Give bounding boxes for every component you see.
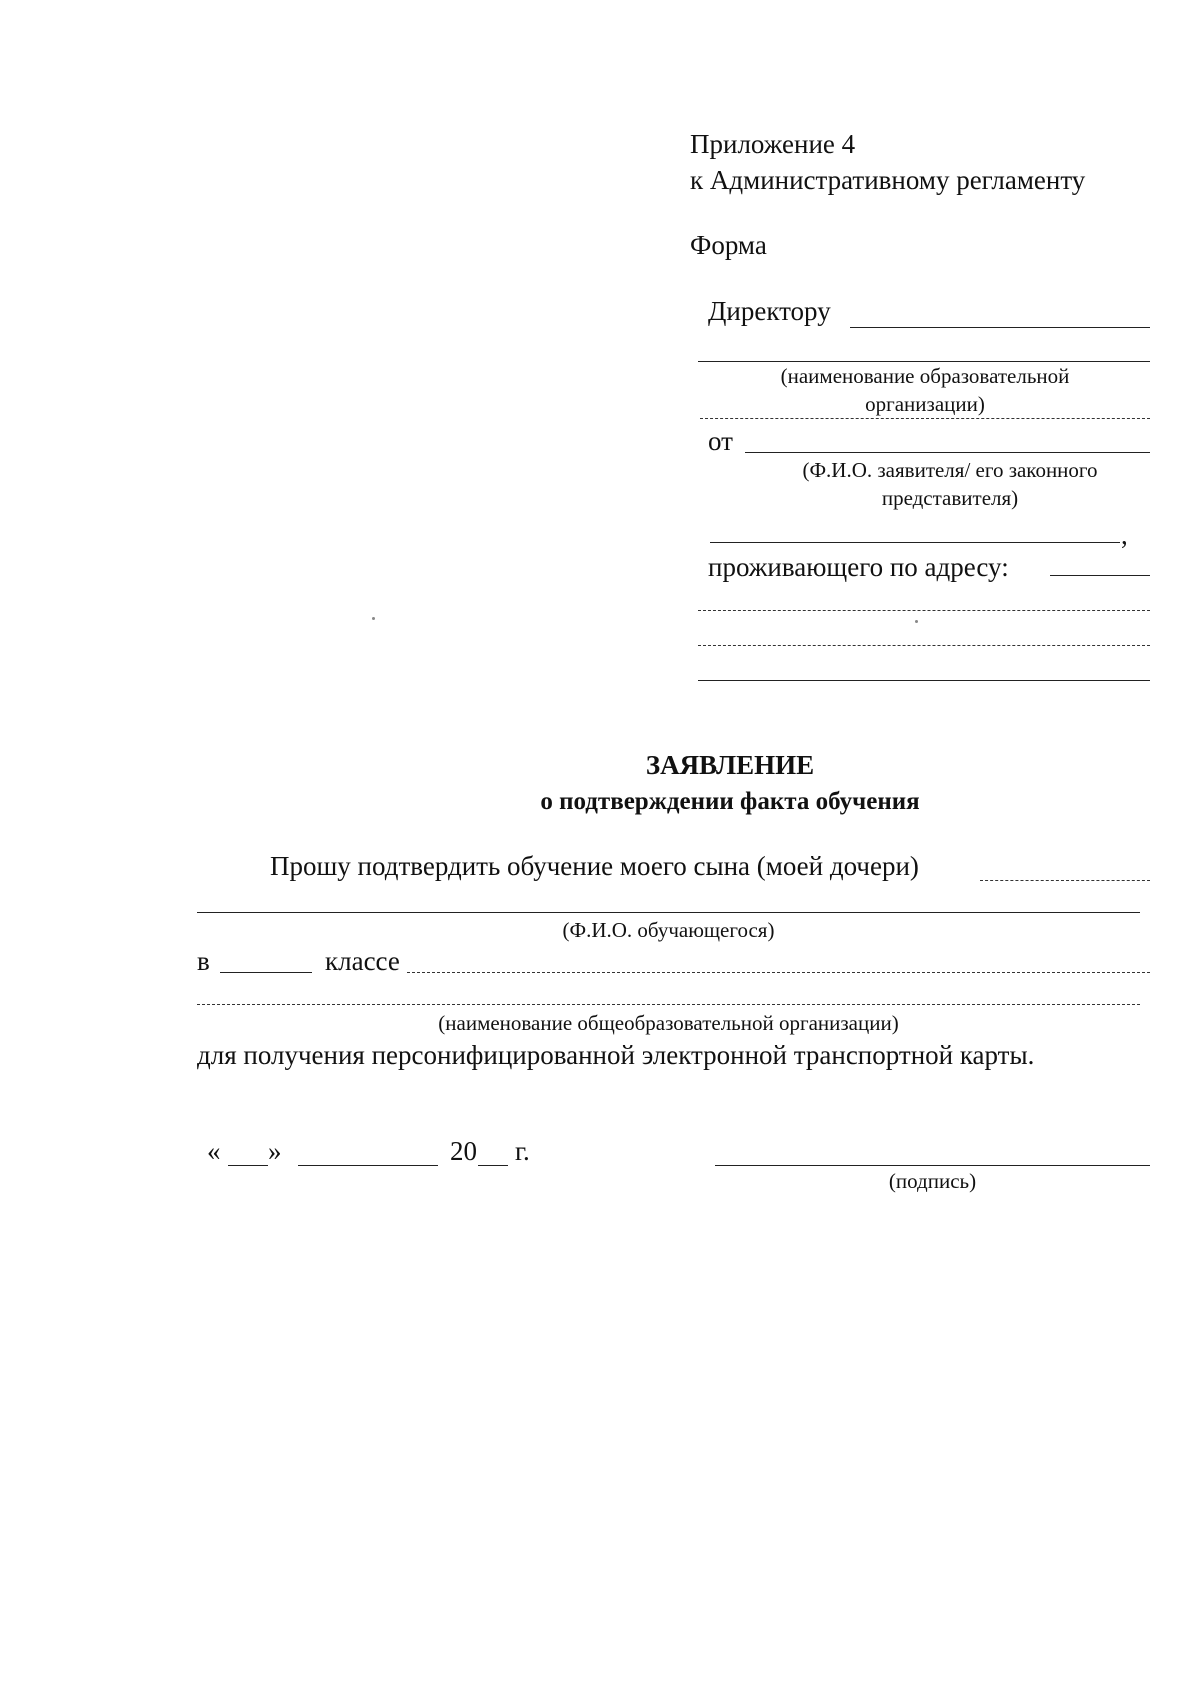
address-field-4[interactable] [698, 680, 1150, 681]
address-field-2[interactable] [698, 610, 1150, 611]
document-subtitle: о подтверждении факта обучения [540, 788, 920, 815]
org-caption-line2: организации) [865, 392, 985, 416]
in-label: в [197, 946, 210, 976]
applicant-caption-line2: представителя) [881, 486, 1019, 510]
year-prefix: 20 [450, 1136, 477, 1166]
address-field[interactable] [1050, 575, 1150, 576]
scan-speck [915, 620, 918, 623]
director-name-field[interactable] [850, 327, 1150, 328]
quote-open: « [207, 1136, 221, 1166]
address-field-3[interactable] [698, 645, 1150, 646]
student-caption: (Ф.И.О. обучающегося) [562, 918, 775, 942]
scan-speck [372, 617, 375, 620]
student-name-field-2[interactable] [197, 912, 1140, 913]
applicant-name-field-2[interactable] [710, 542, 1120, 543]
from-label: от [708, 426, 733, 456]
year-field[interactable] [478, 1165, 508, 1166]
document-title: ЗАЯВЛЕНИЕ [645, 750, 815, 780]
school-name-field-2[interactable] [197, 1004, 1140, 1005]
year-suffix: г. [515, 1136, 530, 1166]
class-label: классе [325, 946, 400, 976]
purpose-text: для получения персонифицированной электронной транспортной карты. [197, 1040, 1035, 1070]
signature-caption: (подпись) [888, 1169, 977, 1193]
applicant-name-field[interactable] [745, 452, 1150, 453]
director-label: Директору [708, 296, 831, 326]
applicant-caption-line1: (Ф.И.О. заявителя/ его законного [802, 458, 1098, 482]
form-label: Форма [690, 230, 767, 260]
quote-close: » [268, 1136, 282, 1166]
school-name-field[interactable] [407, 972, 1150, 973]
org-caption-line1: (наименование образовательной [780, 364, 1070, 388]
day-field[interactable] [228, 1165, 268, 1166]
student-name-field[interactable] [980, 880, 1150, 881]
regulation-label: к Административному регламенту [690, 165, 1086, 195]
grade-field[interactable] [220, 972, 312, 973]
signature-field[interactable] [715, 1165, 1150, 1166]
address-label: проживающего по адресу: [708, 552, 1009, 582]
org-name-field-2[interactable] [700, 418, 1150, 419]
request-text: Прошу подтвердить обучение моего сына (моей дочери) [270, 851, 919, 881]
month-field[interactable] [298, 1165, 438, 1166]
school-caption: (наименование общеобразовательной организации) [438, 1011, 899, 1035]
org-name-field[interactable] [698, 361, 1150, 362]
appendix-label: Приложение 4 [690, 129, 856, 159]
comma: , [1121, 520, 1128, 550]
